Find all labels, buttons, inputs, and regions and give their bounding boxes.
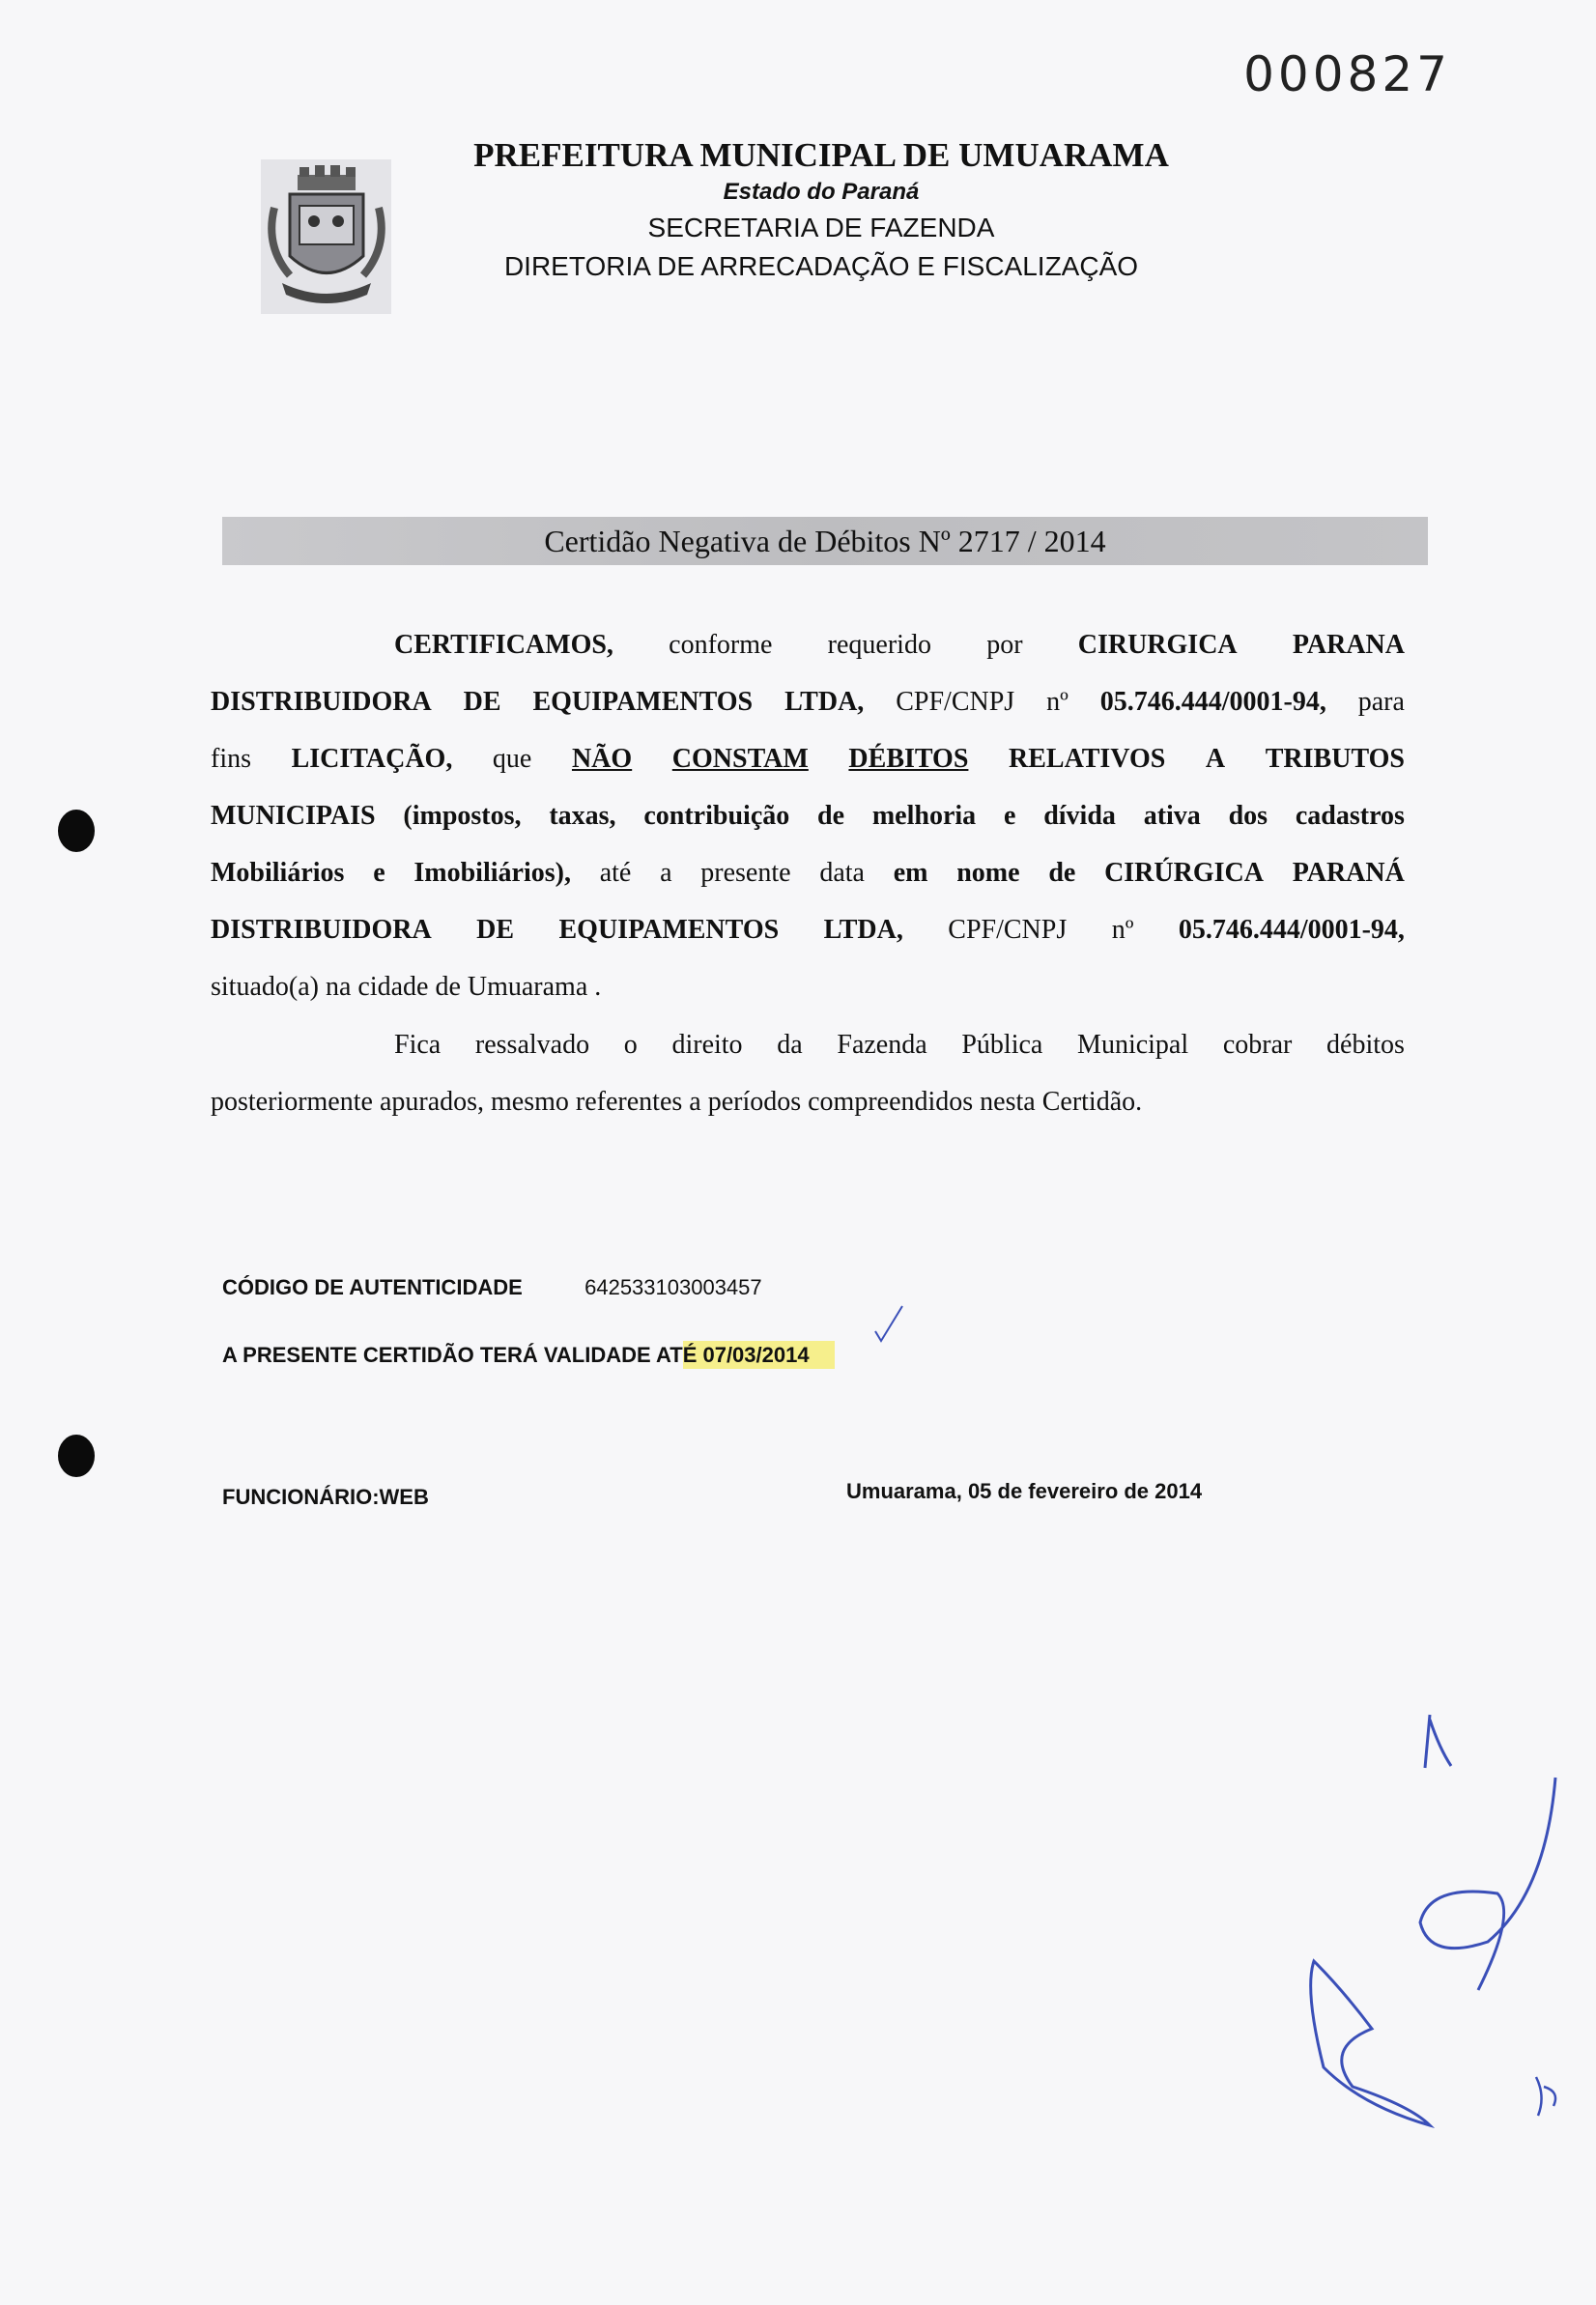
word: LTDA, — [784, 686, 865, 717]
header-title: PREFEITURA MUNICIPAL DE UMUARAMA — [473, 136, 1169, 174]
word: (impostos, — [403, 800, 522, 831]
word: LTDA, — [823, 914, 903, 945]
word: DISTRIBUIDORA — [211, 914, 432, 945]
word: ressalvado — [474, 1029, 590, 1060]
word: DE — [476, 914, 515, 945]
word: dos — [1228, 800, 1268, 831]
document-header — [391, 135, 1251, 286]
certificate-paragraph-1 — [211, 616, 1405, 1015]
word: 05.746.444/0001-94, — [1099, 686, 1326, 717]
word: presente — [700, 857, 791, 888]
place-date: Umuarama, 05 de fevereiro de 2014 — [846, 1479, 1203, 1503]
word: RELATIVOS — [1009, 743, 1166, 774]
word: de — [1048, 857, 1076, 888]
validity-label: A PRESENTE CERTIDÃO TERÁ VALIDADE AT — [222, 1343, 683, 1367]
paragraph-line — [211, 901, 1405, 958]
word: A — [1205, 743, 1226, 774]
word: TRIBUTOS — [1265, 743, 1405, 774]
word: da — [777, 1029, 803, 1060]
paragraph-line — [211, 1073, 1405, 1130]
word: cadastros — [1295, 800, 1405, 831]
header-diretoria: DIRETORIA DE ARRECADAÇÃO E FISCALIZAÇÃO — [503, 251, 1139, 281]
municipal-crest-icon — [261, 159, 391, 314]
authenticity-code-row — [222, 1275, 762, 1300]
word: Fica — [394, 1029, 442, 1060]
word: cobrar — [1222, 1029, 1293, 1060]
word: débitos — [1326, 1029, 1405, 1060]
word: e — [373, 857, 385, 888]
word: o — [623, 1029, 638, 1060]
stamp-number: 000827 — [1243, 46, 1451, 102]
paragraph-text: posteriormente apurados, mesmo referentes a períodos compreendidos nesta Certidão. — [211, 1086, 1143, 1117]
word: contribuição — [643, 800, 790, 831]
word: para — [1357, 686, 1405, 717]
authenticity-code-label: CÓDIGO DE AUTENTICIDADE — [222, 1275, 523, 1299]
word: Fazenda — [837, 1029, 927, 1060]
header-secretaria: SECRETARIA DE FAZENDA — [647, 213, 995, 242]
paragraph-text: situado(a) na cidade de Umuarama . — [211, 971, 602, 1002]
word: de — [817, 800, 845, 831]
word: e — [1003, 800, 1016, 831]
word: PARANA — [1292, 629, 1405, 660]
word: melhoria — [871, 800, 977, 831]
word: data — [819, 857, 865, 888]
word: DISTRIBUIDORA — [211, 686, 432, 717]
paragraph-line — [211, 673, 1405, 730]
word: requerido — [827, 629, 931, 660]
word: conforme — [669, 629, 773, 660]
word: Imobiliários), — [413, 857, 571, 888]
word: em — [893, 857, 928, 888]
word: NÃO — [571, 743, 633, 774]
word: EQUIPAMENTOS — [532, 686, 754, 717]
authenticity-code-value: 642533103003457 — [584, 1275, 762, 1299]
word: nome — [956, 857, 1020, 888]
word: CERTIFICAMOS, — [394, 629, 613, 660]
employee-label: FUNCIONÁRIO:WEB — [222, 1485, 429, 1509]
validity-date: É 07/03/2014 — [683, 1341, 835, 1369]
word: a — [660, 857, 672, 888]
certificate-paragraph-2 — [211, 1016, 1405, 1130]
word: MUNICIPAIS — [211, 800, 376, 831]
handwritten-signature-icon — [1285, 1700, 1575, 2183]
word: CONSTAM — [671, 743, 809, 774]
word: CPF/CNPJ — [948, 914, 1068, 945]
word: ativa — [1143, 800, 1201, 831]
word: LICITAÇÃO, — [291, 743, 453, 774]
check-mark-icon — [869, 1302, 908, 1349]
word: Municipal — [1077, 1029, 1189, 1060]
word: até — [599, 857, 632, 888]
paragraph-line — [211, 844, 1405, 901]
header-state: Estado do Paraná — [723, 179, 920, 205]
word: 05.746.444/0001-94, — [1178, 914, 1405, 945]
validity-row — [222, 1343, 835, 1368]
word: nº — [1111, 914, 1134, 945]
word: por — [986, 629, 1023, 660]
word: CIRURGICA — [1077, 629, 1238, 660]
paragraph-line — [211, 787, 1405, 844]
word: dívida — [1043, 800, 1116, 831]
word: que — [492, 743, 532, 774]
paragraph-line — [211, 958, 1405, 1015]
word: taxas, — [549, 800, 616, 831]
word: DÉBITOS — [848, 743, 969, 774]
paragraph-line — [211, 616, 1405, 673]
paragraph-line — [211, 1016, 1405, 1073]
punch-hole — [58, 1435, 95, 1477]
word: DE — [463, 686, 501, 717]
word: Pública — [961, 1029, 1043, 1060]
word: nº — [1046, 686, 1069, 717]
word: fins — [211, 743, 251, 774]
word: Mobiliários — [211, 857, 345, 888]
word: CPF/CNPJ — [896, 686, 1015, 717]
punch-hole — [58, 810, 95, 852]
word: direito — [671, 1029, 743, 1060]
word: CIRÚRGICA — [1104, 857, 1264, 888]
word: EQUIPAMENTOS — [558, 914, 780, 945]
certificate-title: Certidão Negativa de Débitos Nº 2717 / 2014 — [222, 517, 1428, 565]
paragraph-line — [211, 730, 1405, 787]
word: PARANÁ — [1292, 857, 1405, 888]
